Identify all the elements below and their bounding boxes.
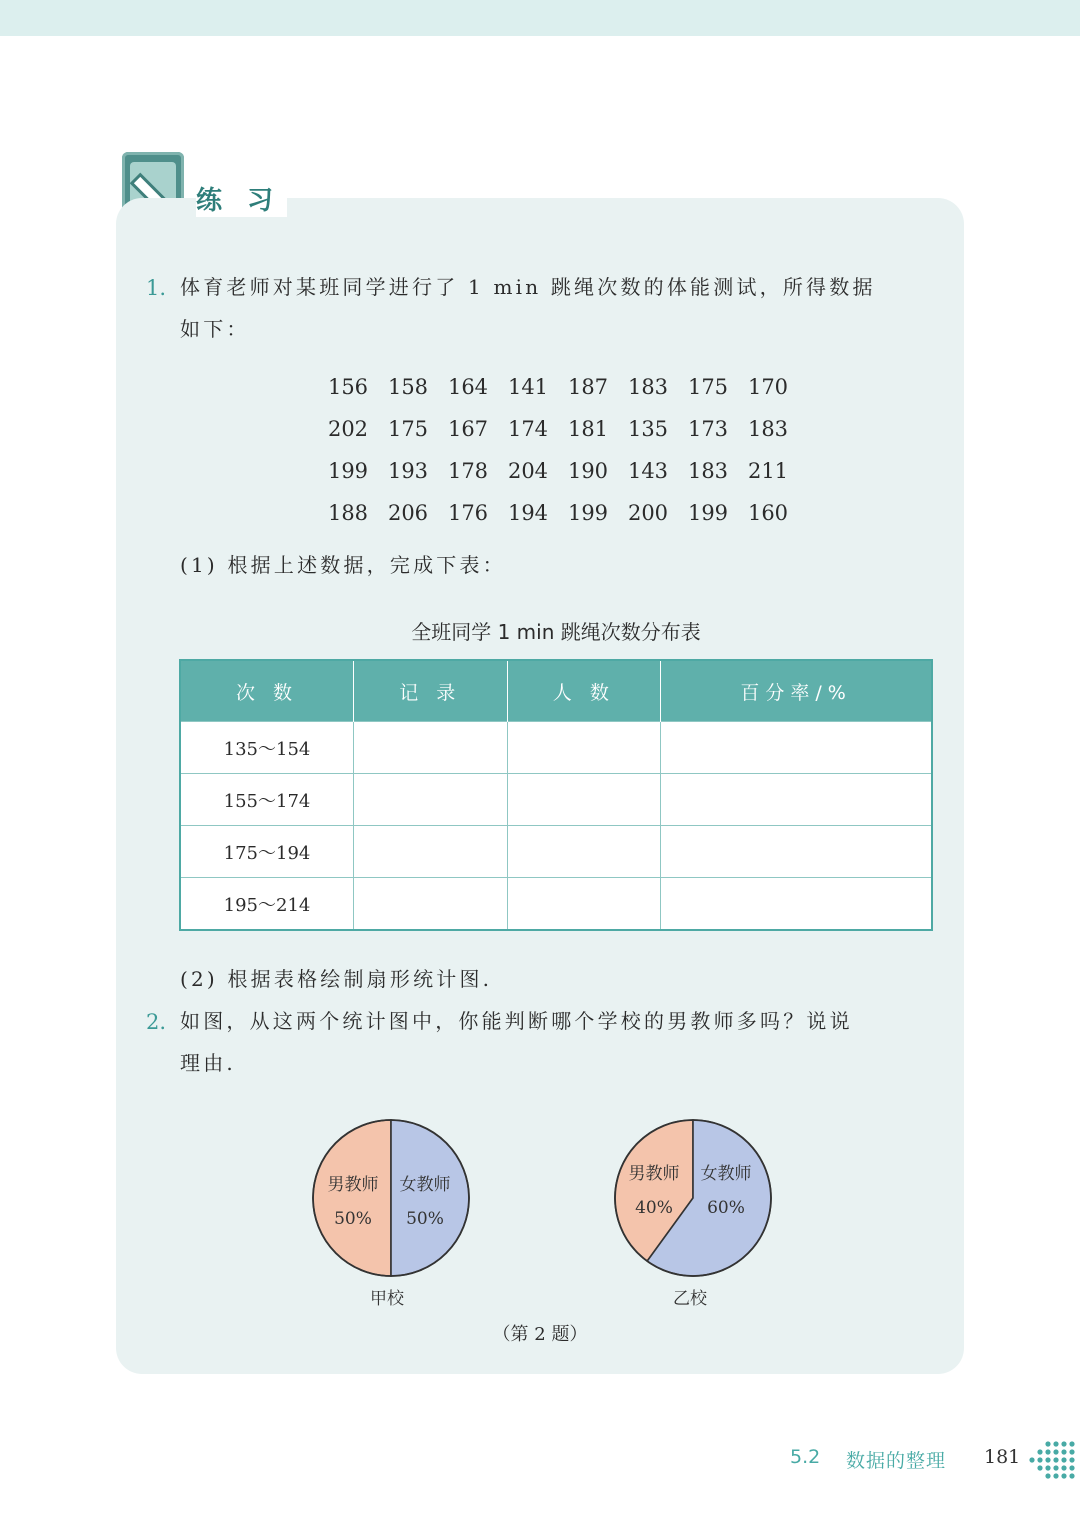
data-value: 135 [627, 417, 669, 441]
table-row [180, 722, 932, 774]
q1-line1: 体育老师对某班同学进行了 1 min 跳绳次数的体能测试，所得数据 [180, 275, 876, 299]
data-value: 199 [567, 501, 609, 525]
data-value: 200 [627, 501, 669, 525]
pie-label-male: 男教师 [628, 1164, 680, 1184]
data-value: 206 [387, 501, 429, 525]
count-cell[interactable] [507, 878, 661, 931]
data-value: 156 [327, 375, 369, 399]
q2-number: 2. [146, 1010, 167, 1034]
data-value: 183 [687, 459, 729, 483]
pie-slice-female [391, 1120, 469, 1276]
record-cell[interactable] [354, 878, 508, 931]
data-value: 199 [327, 459, 369, 483]
pie-slice-male [313, 1120, 391, 1276]
data-value: 167 [447, 417, 489, 441]
data-value: 175 [387, 417, 429, 441]
footer-section-title: 数据的整理 [846, 1450, 947, 1472]
data-row [318, 366, 798, 408]
footer-section-number: 5.2 [790, 1446, 821, 1468]
column-header: 人 数 [507, 660, 661, 722]
data-value: 170 [747, 375, 789, 399]
data-row [318, 408, 798, 450]
data-value: 202 [327, 417, 369, 441]
column-header: 次 数 [180, 660, 354, 722]
figure-caption: （第 2 题） [492, 1324, 588, 1345]
q1-part2: (2) 根据表格绘制扇形统计图. [180, 967, 493, 991]
frequency-table [179, 659, 933, 931]
data-value: 174 [507, 417, 549, 441]
record-cell[interactable] [354, 826, 508, 878]
count-cell[interactable] [507, 722, 661, 774]
pie-chart-yi [608, 1112, 778, 1282]
count-cell[interactable] [507, 774, 661, 826]
record-cell[interactable] [354, 774, 508, 826]
data-value: 187 [567, 375, 609, 399]
pie-chart-jia [306, 1112, 476, 1282]
range-cell: 155～174 [180, 774, 354, 826]
data-value: 199 [687, 501, 729, 525]
data-value: 204 [507, 459, 549, 483]
data-row [318, 492, 798, 534]
pie-percent-male: 50% [334, 1209, 372, 1229]
data-value: 158 [387, 375, 429, 399]
percent-cell[interactable] [661, 878, 932, 931]
pie-label-female: 女教师 [700, 1164, 752, 1184]
pie-percent-male: 40% [635, 1198, 673, 1218]
range-cell: 195～214 [180, 878, 354, 931]
count-cell[interactable] [507, 826, 661, 878]
data-value: 193 [387, 459, 429, 483]
data-value: 143 [627, 459, 669, 483]
data-value: 194 [507, 501, 549, 525]
top-band [0, 0, 1080, 36]
data-value: 190 [567, 459, 609, 483]
q1-number: 1. [146, 276, 167, 300]
percent-cell[interactable] [661, 722, 932, 774]
q2-line1: 如图，从这两个统计图中，你能判断哪个学校的男教师多吗？说说 [180, 1009, 853, 1033]
exercise-title: 练 习 [196, 180, 287, 217]
data-value: 160 [747, 501, 789, 525]
data-value: 183 [747, 417, 789, 441]
range-cell: 135～154 [180, 722, 354, 774]
pie-caption-jia: 甲校 [370, 1289, 404, 1309]
pie-percent-female: 60% [707, 1198, 745, 1218]
pie-caption-yi: 乙校 [673, 1289, 707, 1309]
column-header: 百分率/% [661, 660, 932, 722]
pie-label-female: 女教师 [399, 1175, 451, 1195]
data-value: 175 [687, 375, 729, 399]
data-value: 211 [747, 459, 789, 483]
q1-part1: (1) 根据上述数据，完成下表： [180, 553, 506, 577]
table-row [180, 774, 932, 826]
data-row [318, 450, 798, 492]
data-value: 188 [327, 501, 369, 525]
raw-data-grid [318, 366, 798, 534]
percent-cell[interactable] [661, 826, 932, 878]
data-value: 183 [627, 375, 669, 399]
table-title: 全班同学 1 min 跳绳次数分布表 [411, 620, 701, 644]
decorative-dots-icon [1028, 1438, 1078, 1482]
table-row [180, 878, 932, 931]
q1-line2: 如下： [180, 317, 250, 341]
column-header: 记 录 [354, 660, 508, 722]
data-value: 164 [447, 375, 489, 399]
data-value: 173 [687, 417, 729, 441]
data-value: 181 [567, 417, 609, 441]
percent-cell[interactable] [661, 774, 932, 826]
q2-line2: 理由. [180, 1051, 236, 1075]
range-cell: 175～194 [180, 826, 354, 878]
record-cell[interactable] [354, 722, 508, 774]
page-number: 181 [984, 1446, 1021, 1468]
data-value: 141 [507, 375, 549, 399]
data-value: 176 [447, 501, 489, 525]
table-row [180, 826, 932, 878]
pie-percent-female: 50% [406, 1209, 444, 1229]
pie-label-male: 男教师 [327, 1175, 379, 1195]
data-value: 178 [447, 459, 489, 483]
